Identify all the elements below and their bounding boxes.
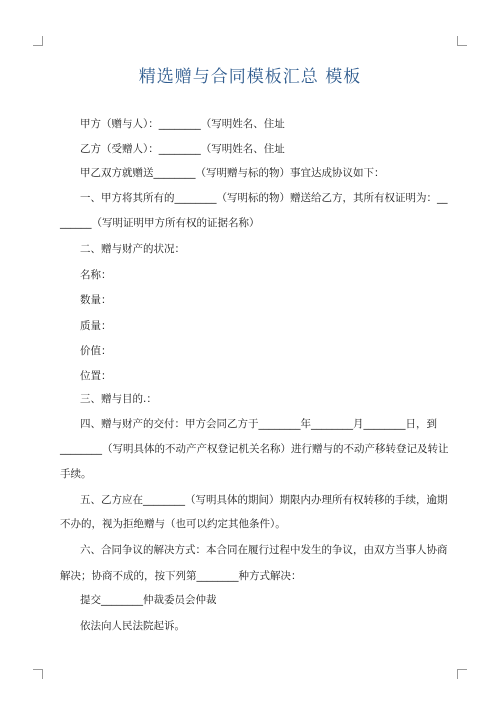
- clause-5-line-1: 五、乙方应在________（写明具体的期间）期限内办理所有权转移的手续，逾期: [80, 494, 448, 506]
- clause-4-line-1: 四、赠与财产的交付：甲方会同乙方于________年________月________日，到: [80, 418, 437, 430]
- document-title: 精选赠与合同模板汇总 模板: [138, 67, 362, 87]
- page-corner-mark: [457, 36, 467, 46]
- litigation-option: 依法向人民法院起诉。: [80, 620, 185, 632]
- property-quality-field: 质量：: [80, 320, 112, 332]
- page-corner-mark: [33, 36, 43, 46]
- property-name-field: 名称：: [80, 269, 112, 281]
- clause-4-line-3: 手续。: [60, 468, 92, 480]
- clause-1-line-2: ______（写明证明甲方所有权的证据名称）: [60, 217, 260, 229]
- party-b-line: 乙方（受赠人）：________（写明姓名、住址: [80, 143, 285, 155]
- property-value-field: 价值：: [80, 345, 112, 357]
- clause-5-line-2: 不办的，视为拒绝赠与（也可以约定其他条件）。: [60, 518, 286, 530]
- page-corner-mark: [33, 669, 43, 679]
- clause-2-heading: 二、赠与财产的状况：: [80, 243, 185, 255]
- clause-6-line-1: 六、合同争议的解决方式：本合同在履行过程中发生的争议，由双方当事人协商: [80, 544, 448, 556]
- clause-3-purpose: 三、赠与目的.：: [80, 393, 157, 405]
- clause-1-line-1: 一、甲方将其所有的________（写明标的物）赠送给乙方，其所有权证明为：__: [80, 192, 448, 204]
- clause-6-line-2: 解决；协商不成的，按下列第________种方式解决：: [60, 570, 302, 582]
- property-quantity-field: 数量：: [80, 294, 112, 306]
- clause-4-line-2: ________（写明具体的不动产产权登记机关名称）进行赠与的不动产移转登记及转让: [60, 443, 449, 455]
- property-location-field: 位置：: [80, 370, 112, 382]
- party-a-line: 甲方（赠与人）：________（写明姓名、住址: [80, 118, 285, 130]
- page-corner-mark: [457, 669, 467, 679]
- agreement-intro: 甲乙双方就赠送________（写明赠与标的物）事宜达成协议如下：: [80, 167, 385, 179]
- arbitration-option: 提交________仲裁委员会仲裁: [80, 594, 217, 606]
